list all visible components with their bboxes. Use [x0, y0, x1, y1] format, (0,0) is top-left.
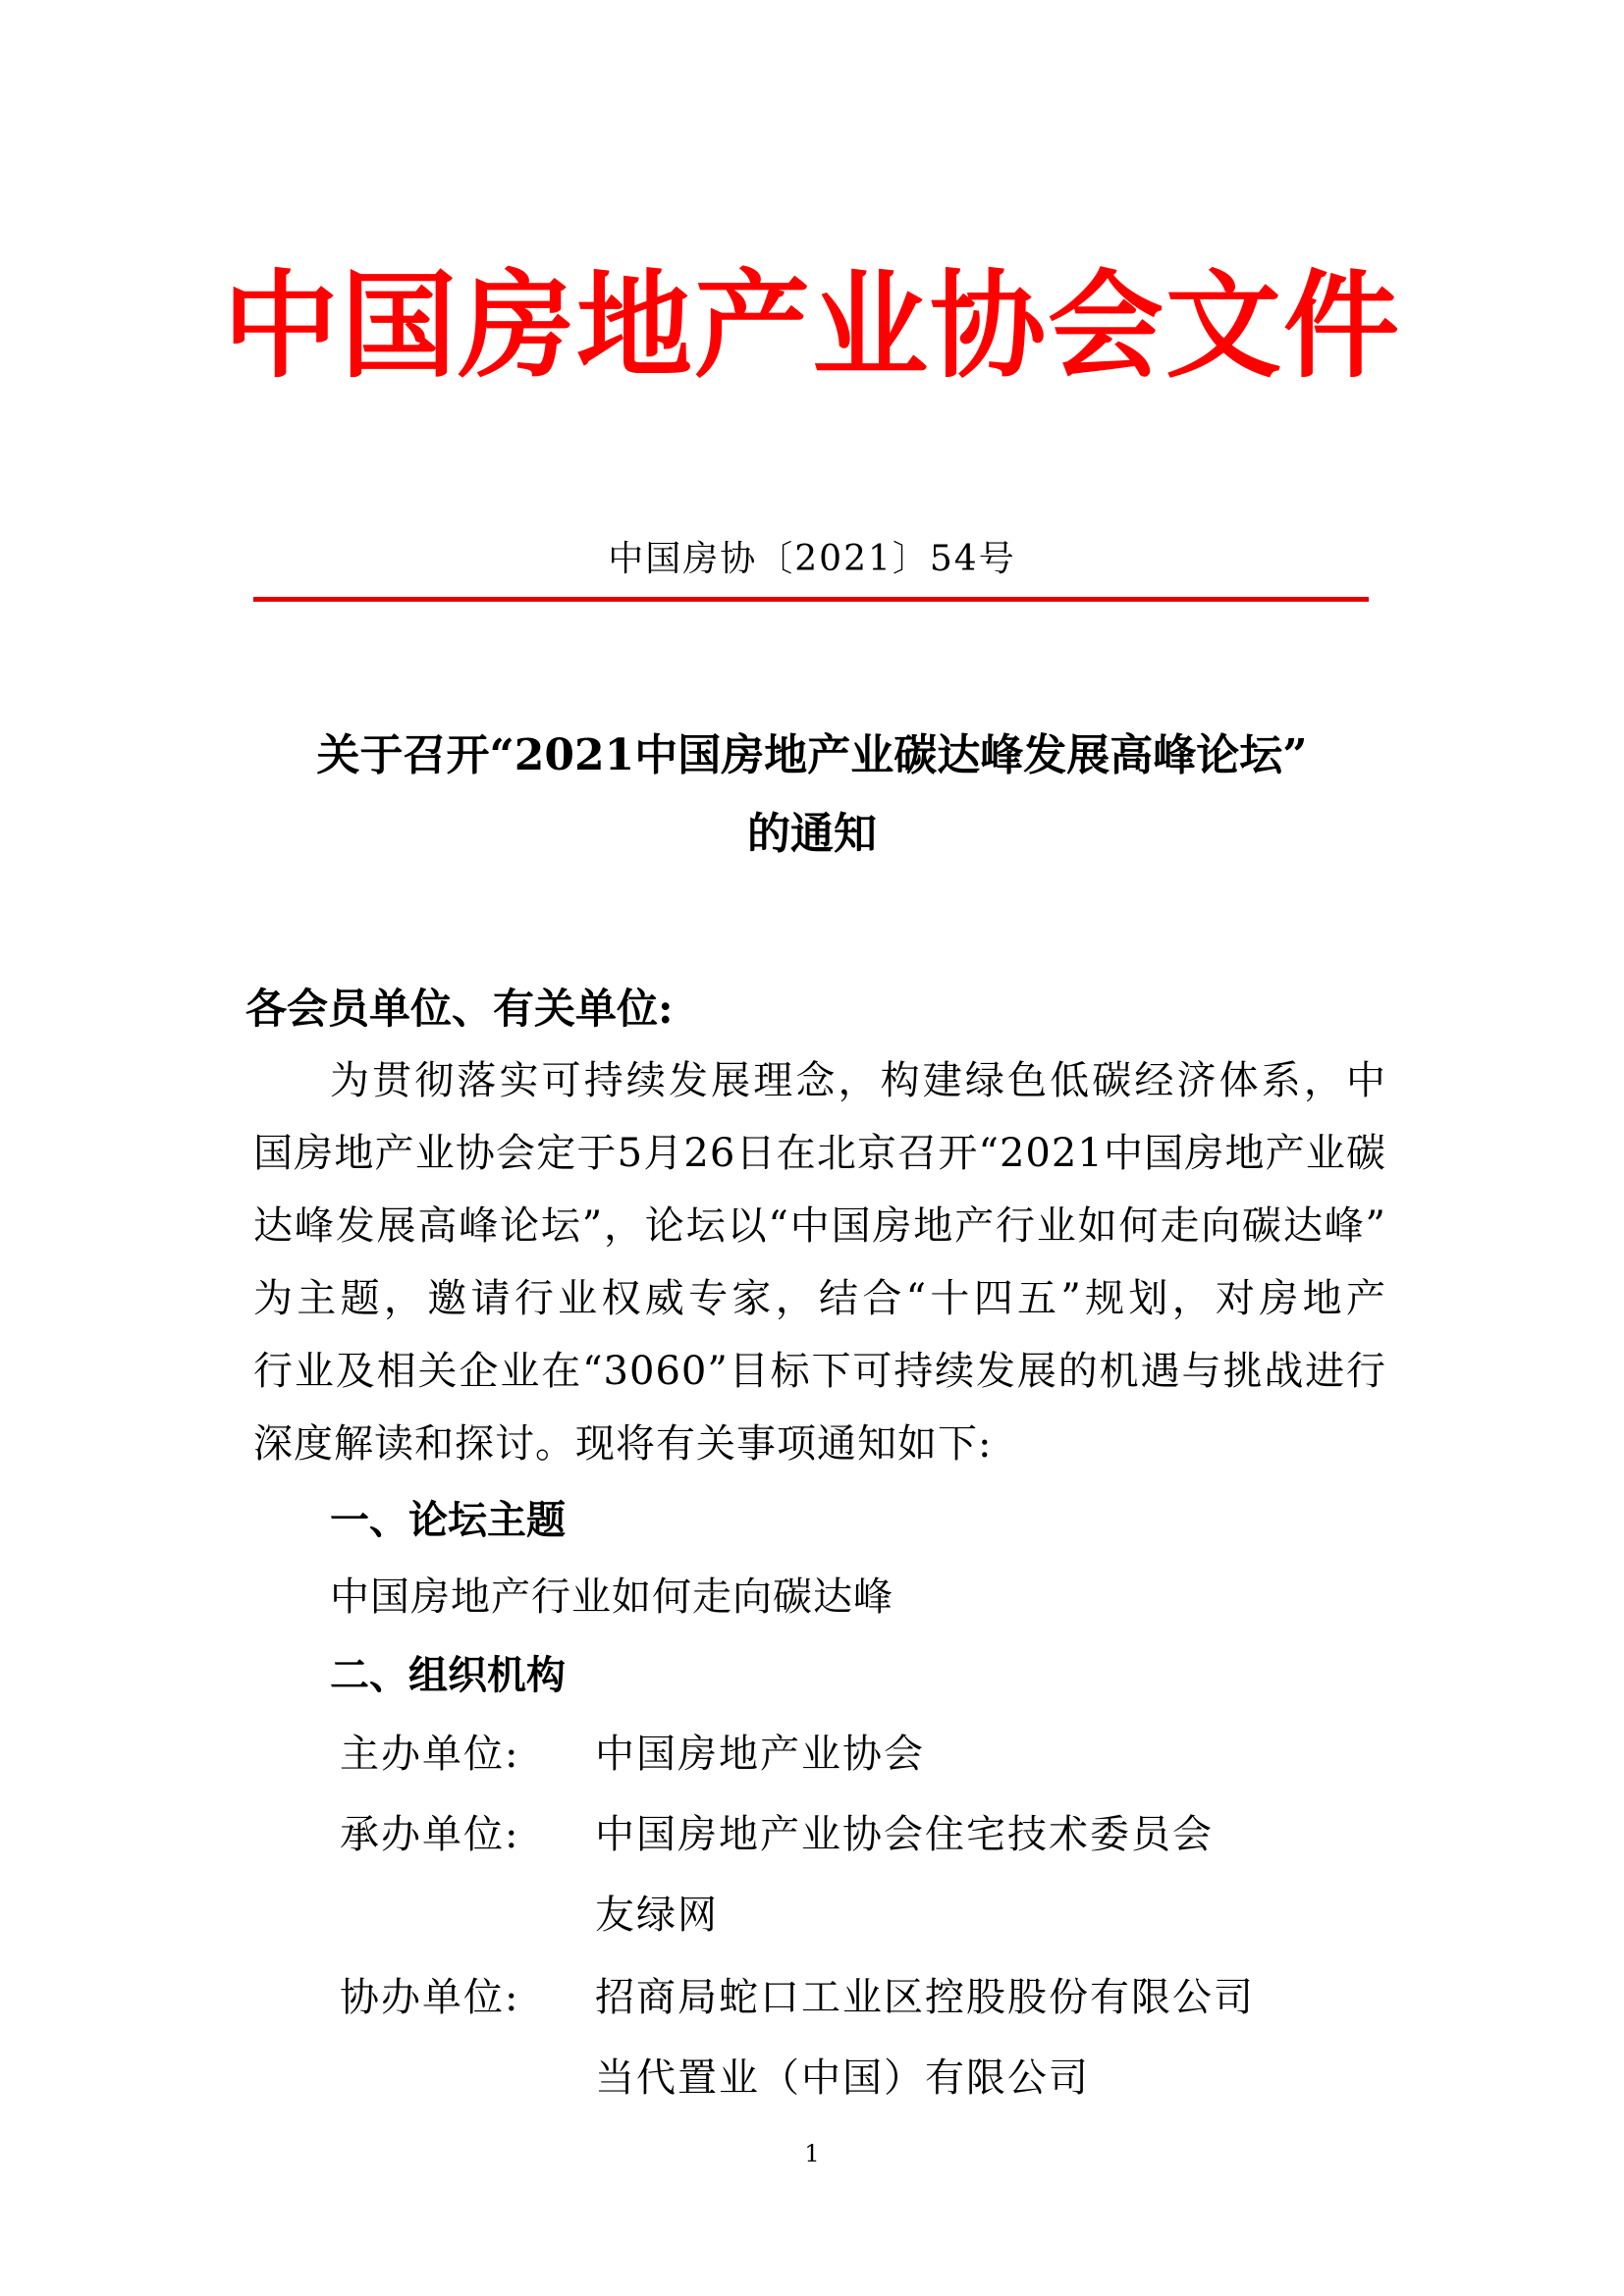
- intro-line: 为贯彻落实可持续发展理念，构建绿色低碳经济体系，中: [330, 1058, 1386, 1103]
- notice-title-line-1: 关于召开“2021中国房地产业碳达峰发展高峰论坛”: [316, 730, 1308, 780]
- forum-theme-text: 中国房地产行业如何走向碳达峰: [330, 1575, 893, 1620]
- page-number: 1: [804, 2140, 820, 2167]
- undertaker-value: 友绿网: [595, 1893, 719, 1938]
- undertaker-label: 承办单位:: [340, 1812, 520, 1857]
- host-label: 主办单位:: [340, 1732, 520, 1777]
- header-divider: [253, 597, 1369, 602]
- intro-line: 国房地产业协会定于5月26日在北京召开“2021中国房地产业碳: [253, 1131, 1386, 1176]
- host-value: 中国房地产业协会: [595, 1732, 925, 1777]
- co-organizer-value: 招商局蛇口工业区控股股份有限公司: [595, 1975, 1255, 2020]
- intro-line: 为主题，邀请行业权威专家，结合“十四五”规划，对房地产: [253, 1276, 1386, 1321]
- undertaker-value: 中国房地产业协会住宅技术委员会: [595, 1812, 1214, 1857]
- section-heading-2: 二、组织机构: [330, 1652, 566, 1698]
- salutation: 各会员单位、有关单位:: [245, 985, 674, 1033]
- intro-line: 达峰发展高峰论坛”，论坛以“中国房地产行业如何走向碳达峰”: [253, 1203, 1386, 1249]
- document-header-title: 中国房地产业协会文件: [222, 258, 1401, 394]
- co-organizer-label: 协办单位:: [340, 1975, 520, 2020]
- intro-line: 行业及相关企业在“3060”目标下可持续发展的机遇与挑战进行: [253, 1349, 1386, 1394]
- notice-title-line-2: 的通知: [747, 809, 877, 859]
- co-organizer-value: 当代置业（中国）有限公司: [595, 2056, 1090, 2101]
- intro-line: 深度解读和探讨。现将有关事项通知如下:: [253, 1421, 993, 1467]
- section-heading-1: 一、论坛主题: [330, 1497, 566, 1543]
- document-number: 中国房协〔2021〕54号: [608, 539, 1016, 579]
